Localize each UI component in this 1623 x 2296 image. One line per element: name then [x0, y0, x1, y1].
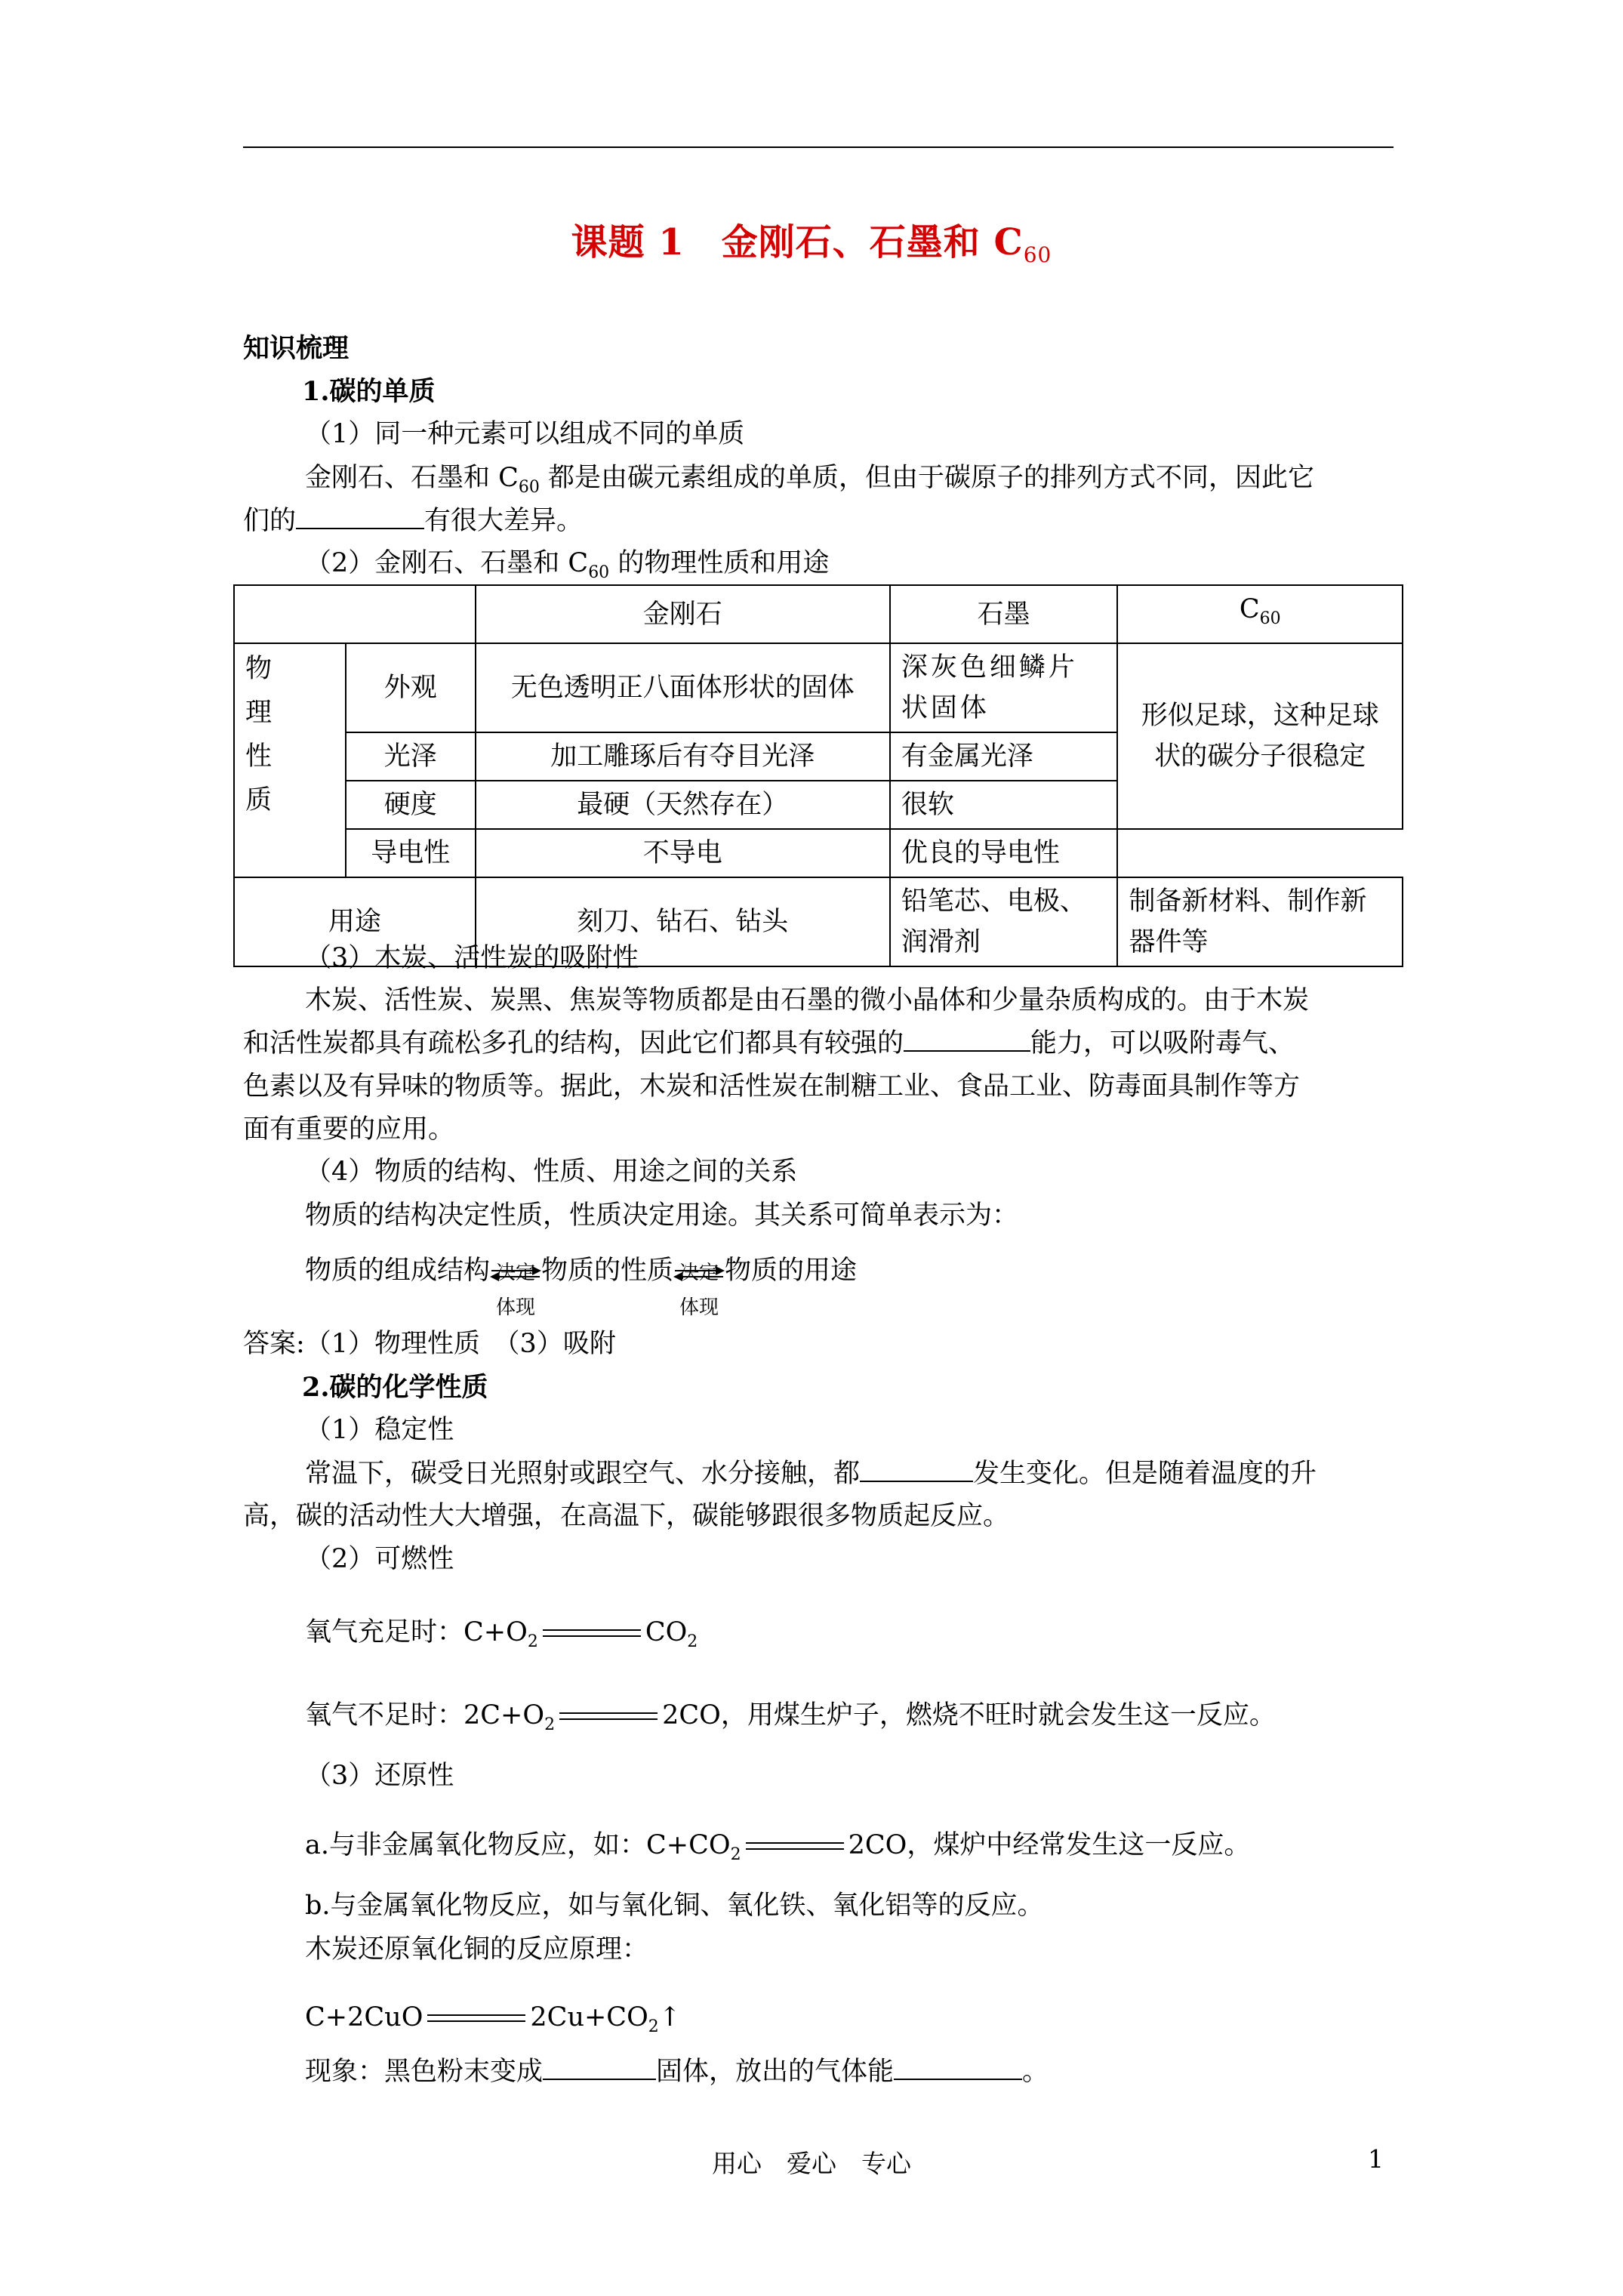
- s1-heading: 1.碳的单质: [302, 376, 436, 407]
- cell: 加工雕琢后有夺目光泽: [476, 732, 890, 781]
- group-label: 物 理 性 质: [234, 643, 346, 877]
- equation-2: 氧气不足时：$2C+O_2$ 2CO，用煤生炉子，燃烧不旺时就会发生这一反应。: [305, 1700, 1276, 1734]
- s1-p3-l3: 色素以及有异味的物质等。据此，木炭和活性炭在制糖工业、食品工业、防毒面具制作等方: [243, 1071, 1301, 1102]
- cell: 最硬（天然存在）: [476, 781, 890, 829]
- answer-line: 答案:（1）物理性质 （3）吸附: [243, 1329, 616, 1359]
- s1-p1-text-2: 们的 有很大差异。: [243, 506, 584, 536]
- cell: 深灰色细鳞片状固体: [890, 643, 1118, 732]
- double-arrow-icon: 决定 体现: [491, 1243, 540, 1302]
- table-row: [234, 829, 1403, 877]
- cell: 不导电: [476, 829, 890, 877]
- cell: 优良的导电性: [890, 829, 1118, 877]
- blank-2[interactable]: [904, 1028, 1030, 1052]
- row-label: 光泽: [346, 732, 476, 781]
- page-number: 1: [1368, 2144, 1384, 2174]
- title-text: 课题 1 金刚石、石墨和 C: [571, 221, 1024, 264]
- table-header-row: [234, 585, 1403, 643]
- s2-p3: （3）还原性: [305, 1761, 454, 1791]
- section-heading: 知识梳理: [243, 333, 350, 364]
- s1-p1: （1）同一种元素可以组成不同的单质: [305, 419, 745, 449]
- row-label: 用途: [234, 877, 476, 966]
- double-arrow-icon: 决定 体现: [675, 1243, 723, 1302]
- s1-p3-l1: 木炭、活性炭、炭黑、焦炭等物质都是由石墨的微小晶体和少量杂质构成的。由于木炭: [305, 985, 1310, 1015]
- s1-p2: （2）金刚石、石墨和 $C_{60}$ 的物理性质和用途: [305, 548, 830, 582]
- blank-5[interactable]: [894, 2056, 1022, 2080]
- s1-p3-l2: 和活性炭都具有疏松多孔的结构，因此它们都具有较强的 能力，可以吸附毒气、: [243, 1028, 1295, 1059]
- equals-sign: [543, 1626, 641, 1641]
- header-graphite: 石墨: [890, 585, 1118, 643]
- row-label: 外观: [346, 643, 476, 732]
- page-title: [0, 213, 1623, 267]
- blank-4[interactable]: [543, 2056, 656, 2080]
- cell: 铅笔芯、电极、润滑剂: [890, 877, 1118, 966]
- equals-sign: [746, 1839, 844, 1854]
- cell: 有金属光泽: [890, 732, 1118, 781]
- phenomenon-line: 现象：黑色粉末变成 固体，放出的气体能 。: [305, 2057, 1049, 2087]
- reaction-a: a.与非金属氧化物反应，如：$C+CO_2$ 2CO，煤炉中经常发生这一反应。: [305, 1830, 1251, 1864]
- s1-p3-l4: 面有重要的应用。: [243, 1114, 455, 1145]
- s1-p3: （3）木炭、活性炭的吸附性: [305, 943, 639, 973]
- equation-1: 氧气充足时：$C+O_2$ $CO_2$: [305, 1617, 698, 1651]
- up-arrow-icon: ↑: [658, 2002, 682, 2032]
- s1-p4-l1: 物质的结构决定性质，性质决定用途。其关系可简单表示为：: [305, 1200, 1019, 1231]
- header-diamond: 金刚石: [476, 585, 890, 643]
- cell: 无色透明正八面体形状的固体: [476, 643, 890, 732]
- header-empty: [234, 585, 476, 643]
- header-c60: $C_{60}$: [1117, 585, 1403, 643]
- table-row: [234, 643, 1403, 732]
- s1-p1-text: 金刚石、石墨和 $C_{60}$ 都是由碳元素组成的单质，但由于碳原子的排列方式不同，因此它: [305, 463, 1315, 497]
- cell: 刻刀、钻石、钻头: [476, 877, 890, 966]
- relation-diagram: 物质的组成结构 决定 体现 物质的性质 决定 体现 物质的用途: [305, 1240, 857, 1302]
- equation-3: C+2CuO $2Cu+CO_2↑$: [305, 2002, 682, 2036]
- properties-table: [233, 584, 1403, 967]
- row-label: 导电性: [346, 829, 476, 877]
- s1-p4: （4）物质的结构、性质、用途之间的关系: [305, 1157, 798, 1187]
- title-subscript: 60: [1023, 242, 1052, 267]
- s2-heading: 2.碳的化学性质: [302, 1372, 488, 1403]
- cell: 很软: [890, 781, 1118, 829]
- header-rule: [243, 146, 1394, 148]
- s2-p1-l1: 常温下，碳受日光照射或跟空气、水分接触，都 发生变化。但是随着温度的升: [305, 1459, 1317, 1489]
- blank-3[interactable]: [860, 1458, 973, 1482]
- reaction-b: b.与金属氧化物反应，如与氧化铜、氧化铁、氧化铝等的反应。: [305, 1891, 1044, 1921]
- row-label: 硬度: [346, 781, 476, 829]
- cell: 制备新材料、制作新器件等: [1117, 877, 1403, 966]
- blank-1[interactable]: [296, 505, 424, 529]
- footer-text: 用心 爱心 专心: [712, 2149, 911, 2178]
- s2-p1-l2: 高，碳的活动性大大增强，在高温下，碳能够跟很多物质起反应。: [243, 1501, 1010, 1531]
- s2-p2: （2）可燃性: [305, 1544, 454, 1574]
- s2-p1: （1）稳定性: [305, 1415, 454, 1445]
- c60-property-cell: 形似足球，这种足球状的碳分子很稳定: [1117, 643, 1403, 829]
- equals-sign: [559, 1709, 658, 1724]
- equals-sign: [427, 2011, 525, 2026]
- reaction-b-l2: 木炭还原氧化铜的反应原理：: [305, 1934, 649, 1965]
